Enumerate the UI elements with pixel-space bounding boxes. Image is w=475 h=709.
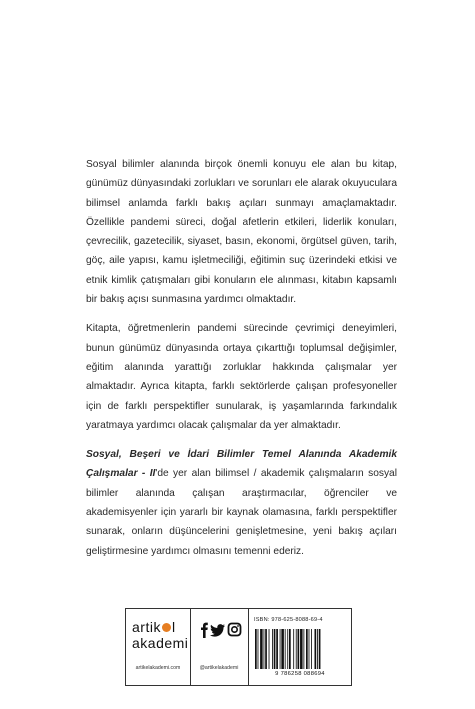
book-title-emphasis: Sosyal, Beşeri ve İdari Bilimler Temel Alanında Akademik Çalışmalar - II bbox=[86, 449, 397, 480]
barcode-icon bbox=[254, 629, 346, 669]
barcode-bar bbox=[300, 629, 303, 669]
logo-text-l: l bbox=[171, 619, 176, 635]
barcode-bar bbox=[289, 629, 291, 669]
barcode-bar bbox=[319, 629, 321, 669]
social-handle: @artikelakademi bbox=[199, 665, 239, 671]
barcode-bar bbox=[265, 629, 267, 669]
back-cover-text bbox=[86, 155, 397, 571]
barcode-bar bbox=[280, 629, 281, 669]
paragraph-2: Kitapta, öğretmenlerin pandemi sürecinde çevrimiçi deneyimleri, bunun günümüz dünyasında ortaya çıkarttığı toplumsal değişimler, eğitim alanında yarattığı zorluklar hakkında çalışmalar yer almaktadır. Ayrıca kitapta, farklı sektörlerde çalışan profesyoneller için de farklı perspektifler sunularak, iş yaşamlarında farkındalık yaratmaya yardımcı olacak çalışmalar da yer almaktadır. bbox=[86, 323, 397, 431]
barcode-number: 9 786258 088694 bbox=[275, 671, 325, 677]
twitter-icon bbox=[210, 624, 225, 637]
social-media bbox=[190, 609, 249, 685]
barcode-bar bbox=[281, 629, 284, 669]
logo-text-artik: artik bbox=[132, 619, 161, 635]
isbn-block bbox=[248, 609, 351, 685]
barcode-bar bbox=[315, 629, 317, 669]
barcode-bar bbox=[293, 629, 294, 669]
publisher-footer bbox=[125, 608, 352, 686]
publisher-website: artikelakademi.com bbox=[135, 665, 181, 671]
barcode-bar bbox=[303, 629, 304, 669]
paragraph-1: Sosyal bilimler alanında birçok önemli konuyu ele alan bu kitap, günümüz dünyasındaki zorlukları ve sorunları ele alarak okuyuculara bilimsel anlamda farklı bakış açıları sunmayı amaçlamaktadır. Özellikle pandemi süreci, doğal afetlerin etkileri, liderlik konuları, çevrecilik, gazetecilik, siyaset, basın, ekonomi, örgütsel güven, tarih, göç, aile yapısı, kamu işletmeciliği, eğitimin suç üzerindeki etkisi ve etnik kimlik çatışmaları gibi konuların ele alınması, kitabın kapsamlı bir bakış açısı sunmasına yardımcı olmaktadır. bbox=[86, 159, 397, 306]
barcode-bar bbox=[311, 629, 312, 669]
barcode-bar bbox=[306, 629, 308, 669]
barcode-bar bbox=[317, 629, 318, 669]
publisher-logo bbox=[126, 609, 191, 685]
barcode-bar bbox=[260, 629, 263, 669]
barcode-bar bbox=[296, 629, 297, 669]
isbn-label: ISBN: 978-625-8088-69-4 bbox=[254, 617, 323, 623]
barcode-bar bbox=[255, 629, 257, 669]
barcode-bar bbox=[285, 629, 286, 669]
barcode-bar bbox=[258, 629, 259, 669]
facebook-icon bbox=[201, 623, 208, 638]
paragraph-3-body: 'de yer alan bilimsel / akademik çalışmaların sosyal bilimler alanında çalışan araştırmacılar, öğrenciler ve akademisyenler için yararlı bir kaynak olamasına, farklı perspektifler sunarak, onların düşüncelerini genişletmesine, yeni bakış açıları geliştirmesine yardımcı olmasını temenni ederiz. bbox=[86, 468, 397, 557]
barcode-bar bbox=[309, 629, 310, 669]
barcode-bar bbox=[274, 629, 276, 669]
barcode-bar bbox=[272, 629, 273, 669]
instagram-icon bbox=[229, 624, 241, 636]
logo-text-akademi: akademi bbox=[132, 635, 189, 651]
social-icons bbox=[198, 621, 242, 639]
barcode-bar bbox=[298, 629, 300, 669]
barcode-bar bbox=[287, 629, 288, 669]
paragraph-3 bbox=[86, 445, 397, 561]
barcode-bar bbox=[269, 629, 270, 669]
barcode-bar bbox=[264, 629, 265, 669]
barcode-bar bbox=[276, 629, 278, 669]
logo-dot-icon bbox=[162, 623, 171, 632]
